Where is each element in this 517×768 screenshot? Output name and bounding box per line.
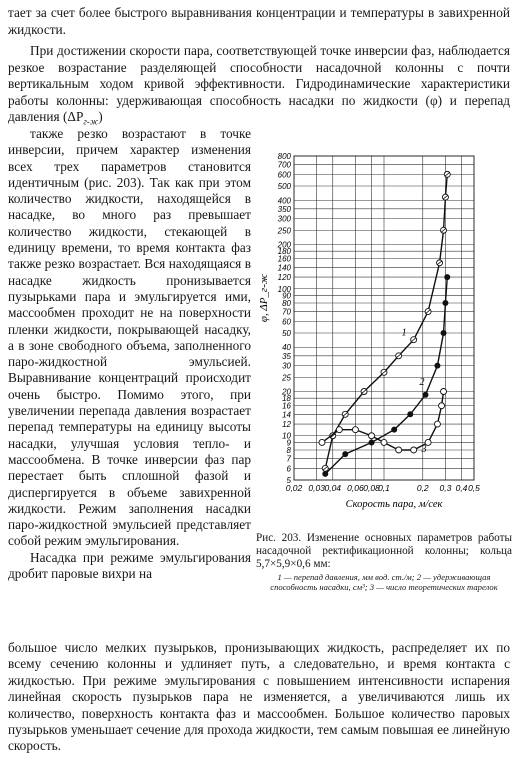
series-2-point bbox=[392, 427, 397, 432]
y-tick-label: 9 bbox=[286, 438, 291, 448]
series-3-point bbox=[434, 421, 440, 427]
series-2-point bbox=[343, 452, 348, 457]
y-tick-label: 50 bbox=[282, 329, 291, 339]
y-tick-label: 40 bbox=[282, 343, 291, 353]
top-paragraph bbox=[8, 5, 510, 38]
series-3-point bbox=[439, 403, 445, 409]
y-tick-label: 100 bbox=[277, 284, 291, 294]
series-3-point bbox=[381, 439, 387, 445]
x-tick-label: 0,3 bbox=[439, 483, 452, 493]
narrow-column-paragraph bbox=[8, 126, 251, 582]
series-3-label: 3 bbox=[421, 443, 427, 455]
x-tick-label: 0,08 bbox=[363, 483, 380, 493]
y-tick-label: 80 bbox=[282, 298, 291, 308]
series-3-point bbox=[336, 427, 342, 433]
y-tick-label: 90 bbox=[282, 291, 291, 301]
y-tick-label: 14 bbox=[282, 410, 291, 420]
y-tick-label: 5 bbox=[286, 476, 291, 485]
x-tick-label: 0,2 bbox=[416, 483, 429, 493]
series-3-point bbox=[369, 433, 375, 439]
series-2-point bbox=[441, 330, 446, 335]
y-tick-label: 200 bbox=[277, 240, 291, 250]
chart-svg bbox=[256, 140, 514, 535]
series-3-point bbox=[319, 439, 325, 445]
y-tick-label: 700 bbox=[277, 160, 291, 170]
paragraph-inversion-close: ) bbox=[98, 109, 103, 125]
y-tick-label: 70 bbox=[282, 307, 291, 317]
paragraph-inversion-main: При достижении скорости пара, соответствующей точке инверсии фаз, наблюдается резкое возрастание разделяющей способности насадочной колонны с почти вертикальным ходом кривой эффективности. Гидродинамические характеристики работы колонны: удерживающая способность насадки по жидкости (φ) и перепад давления (ΔP bbox=[8, 43, 510, 125]
series-3-point bbox=[352, 427, 358, 433]
series-2-point bbox=[369, 440, 374, 445]
y-tick-label: 16 bbox=[282, 401, 291, 411]
y-tick-label: 350 bbox=[277, 204, 291, 214]
x-tick-label: 0,02 bbox=[285, 483, 303, 493]
series-2-label: 2 bbox=[419, 376, 425, 388]
series-2-point bbox=[323, 471, 328, 476]
series-2-point bbox=[408, 412, 413, 417]
y-tick-label: 10 bbox=[282, 431, 291, 441]
series-3-point bbox=[411, 447, 417, 453]
series-1-label: 1 bbox=[401, 327, 407, 339]
x-tick-label: 0,1 bbox=[378, 483, 390, 493]
caption-main: Рис. 203. Изменение основных параметров работы насадочной ректификационной колонны; кольца 5,7×5,9×0,6 мм: bbox=[256, 532, 512, 571]
figure-203 bbox=[256, 140, 514, 580]
y-tick-label: 30 bbox=[282, 361, 291, 371]
narrow-column-text-2: Насадка при режиме эмульгирования дробит паровые вихри на bbox=[8, 549, 251, 582]
y-tick-label: 6 bbox=[286, 464, 291, 474]
y-tick-label: 18 bbox=[282, 394, 291, 404]
y-tick-label: 35 bbox=[282, 351, 291, 361]
y-tick-label: 8 bbox=[286, 445, 291, 455]
y-tick-label: 12 bbox=[282, 420, 291, 430]
x-tick-label: 0,04 bbox=[324, 483, 342, 493]
figure-caption bbox=[256, 532, 512, 593]
top-lines: тает за счет более быстрого выравнивания концентрации и температуры в завихренной жидкости. bbox=[8, 5, 510, 37]
y-tick-label: 120 bbox=[277, 273, 291, 283]
y-tick-label: 60 bbox=[282, 317, 291, 327]
series-2-point bbox=[423, 392, 428, 397]
y-tick-label: 600 bbox=[277, 170, 291, 180]
delta-p-subscript: г-ж bbox=[83, 117, 99, 128]
series-3-point bbox=[396, 447, 402, 453]
series-2-point bbox=[443, 300, 448, 305]
narrow-column-text: также резко возрастают в точке инверсии, причем характер изменения всех трех параметров становится идентичным (рис. 203). Так как при этом количество жидкости, находящейся в насадке, во много раз превышает количество жидкости, стекающей в единицу времени, то время контакта фаз также резко возрастает. Вся находящаяся в насадке жидкость пронизывается пузырьками пара и эмульгируется ими, массообмен проходит не на поверхности пленки жидкости, покрывающей насадку, а в зоне свободного объема, заполненного паро-жидкостной эмульсией. Выравнивание концентраций происходит очень быстро. Помимо этого, при увеличении перепада давления возрастает перепад температуры на единицу высоты насадки, улучшая условия тепло- и массообмена. В точке инверсии фаз пар перестает быть сплошной фазой и диспергируется в объеме завихренной жидкости. Режим заполнения насадки паро-жидкостной эмульсией представляет собой режим эмульгирования. bbox=[8, 126, 251, 549]
y-tick-label: 400 bbox=[277, 196, 291, 206]
paragraph-inversion bbox=[8, 43, 510, 131]
x-tick-label: 0,03 bbox=[308, 483, 325, 493]
x-tick-label: 0,5 bbox=[468, 483, 480, 493]
paragraph-inversion-text bbox=[8, 43, 510, 131]
x-axis-label: Скорость пара, м/сек bbox=[345, 499, 443, 510]
x-tick-label: 0,06 bbox=[347, 483, 364, 493]
series-2-point bbox=[435, 363, 440, 368]
x-tick-label: 0,4 bbox=[455, 483, 468, 493]
y-tick-label: 300 bbox=[277, 214, 291, 224]
y-tick-label: 250 bbox=[277, 226, 291, 236]
y-tick-label: 7 bbox=[286, 454, 291, 464]
y-axis-label: φ, ΔP_г-ж bbox=[258, 273, 270, 323]
y-tick-label: 140 bbox=[277, 263, 291, 273]
y-tick-label: 180 bbox=[277, 247, 291, 257]
bottom-paragraph bbox=[8, 640, 510, 755]
series-3-point bbox=[441, 388, 447, 394]
y-tick-label: 800 bbox=[277, 152, 291, 161]
caption-note: 1 — перепад давления, мм вод. ст./м; 2 — удерживающая способность насадки, см³; 3 — число теоретических тарелок bbox=[270, 571, 498, 593]
series-2-point bbox=[445, 275, 450, 280]
y-tick-label: 20 bbox=[282, 387, 291, 397]
bottom-text: большое число мелких пузырьков, пронизывающих жидкость, распределяет их по всему сечению колонны и удлиняет путь, а следовательно, и время контакта с жидкостью. При режиме эмульгирования с повышением интенсивности испарения линейная скорость пузырьков пара не изменяется, а увеличиваются лишь их количество, поверхность контакта фаз и массообмен. Большое количество паровых пузырьков уменьшает сечение для прохода жидкости, тем самым повышая ее линейную скорость. bbox=[8, 640, 510, 754]
y-tick-label: 500 bbox=[277, 182, 291, 192]
y-tick-label: 160 bbox=[277, 254, 291, 264]
y-tick-label: 25 bbox=[282, 373, 291, 383]
